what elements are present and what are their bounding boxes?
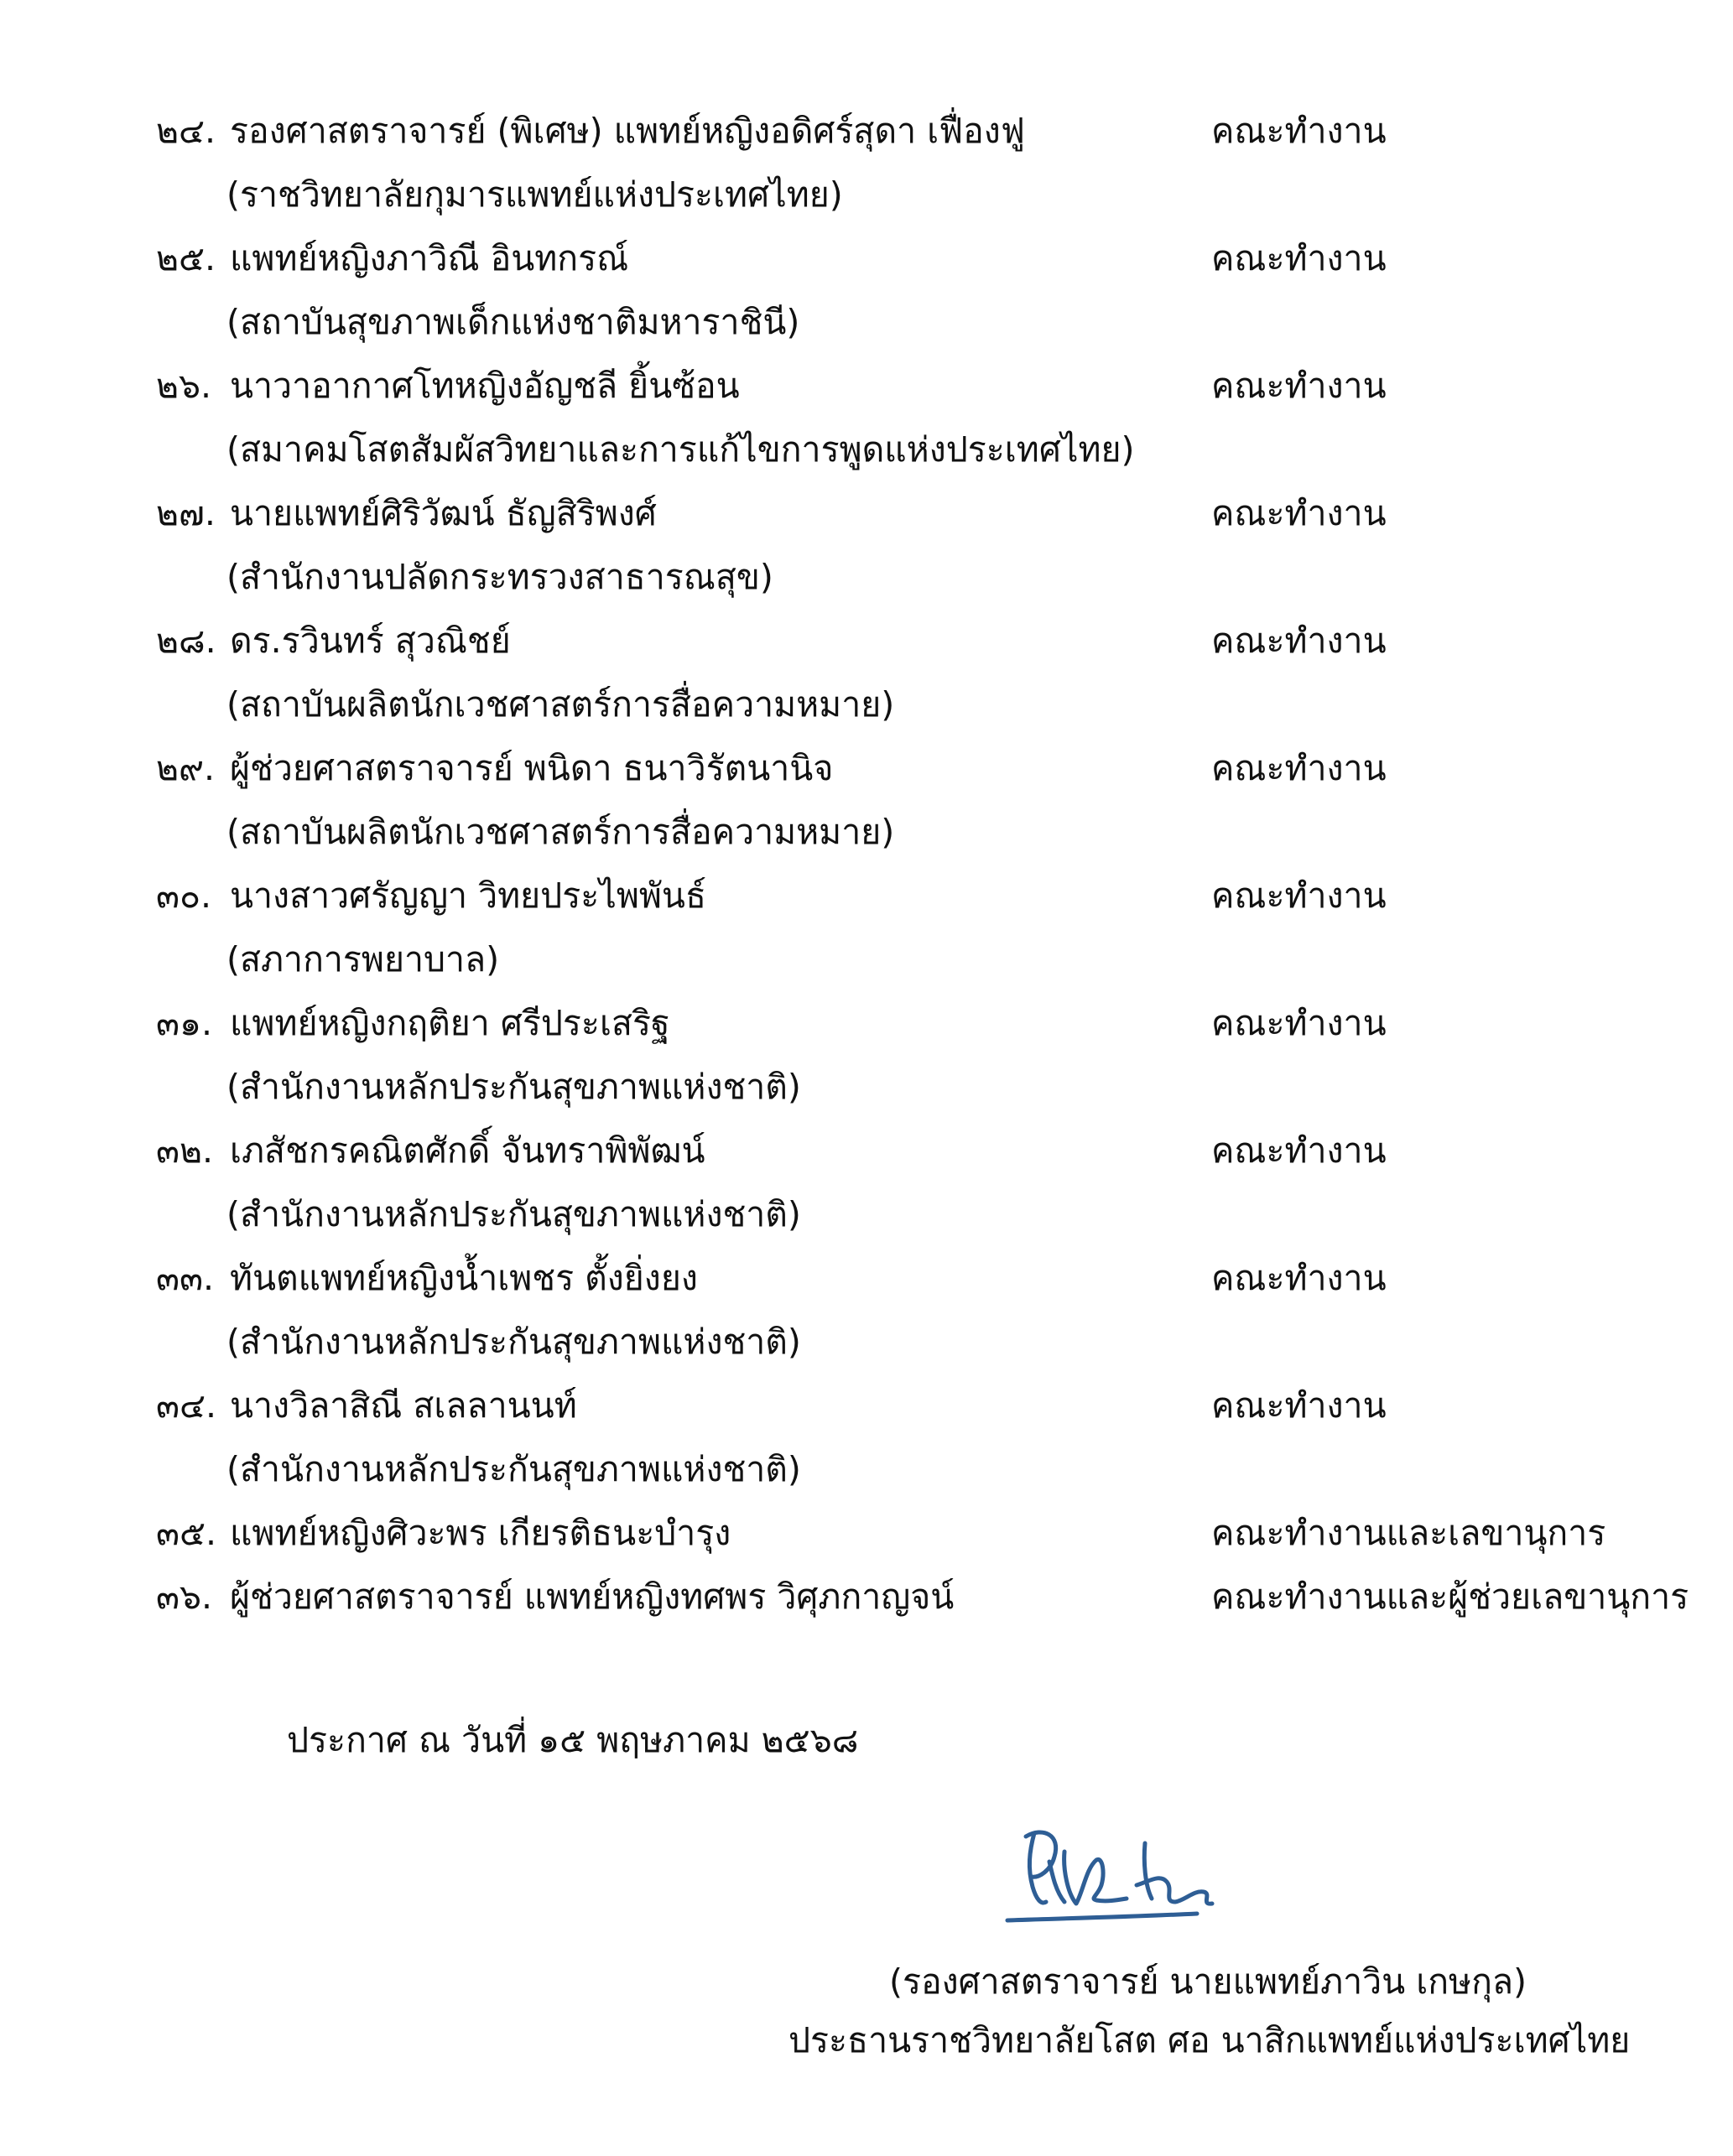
member-name: นางวิลาสิณี สเลลานนท์ — [230, 1385, 577, 1426]
member-role: คณะทำงาน — [1211, 111, 1387, 151]
member-number: ๒๖. — [156, 366, 212, 406]
member-number: ๒๔. — [156, 111, 216, 151]
member-row — [156, 1501, 1716, 1565]
member-number: ๒๘. — [156, 621, 216, 661]
member-role: คณะทำงาน — [1211, 1003, 1387, 1043]
member-name: ดร.รวินทร์ สุวณิชย์ — [230, 621, 511, 661]
member-name: แพทย์หญิงศิวะพร เกียรติธนะบำรุง — [230, 1513, 731, 1553]
member-number: ๒๙. — [156, 748, 216, 788]
handwritten-signature — [1002, 1818, 1237, 1927]
member-number: ๓๖. — [156, 1577, 213, 1617]
member-number: ๓๓. — [156, 1258, 215, 1298]
member-row — [156, 1119, 1716, 1182]
member-number: ๓๕. — [156, 1513, 217, 1553]
member-name: ผู้ช่วยศาสตราจารย์ แพทย์หญิงทศพร วิศุภกาญจน์ — [230, 1577, 955, 1617]
member-name: รองศาสตราจารย์ (พิเศษ) แพทย์หญิงอดิศร์สุดา เฟื่องฟู — [230, 111, 1025, 151]
member-role: คณะทำงาน — [1211, 366, 1387, 406]
member-name: นายแพทย์ศิริวัฒน์ ธัญสิริพงศ์ — [230, 493, 657, 533]
member-organization: (สำนักงานหลักประกันสุขภาพแห่งชาติ) — [226, 1067, 801, 1107]
member-organization: (ราชวิทยาลัยกุมารแพทย์แห่งประเทศไทย) — [226, 174, 843, 215]
member-number: ๒๕. — [156, 238, 216, 278]
signer-block — [788, 1952, 1631, 2070]
member-role: คณะทำงาน — [1211, 1258, 1387, 1298]
member-organization: (สมาคมโสตสัมผัสวิทยาและการแก้ไขการพูดแห่งประเทศไทย) — [226, 429, 1135, 470]
member-role: คณะทำงาน — [1211, 875, 1387, 916]
member-row — [156, 864, 1716, 927]
member-organization: (สำนักงานหลักประกันสุขภาพแห่งชาติ) — [226, 1449, 801, 1489]
member-organization: (สถาบันสุขภาพเด็กแห่งชาติมหาราชินี) — [226, 302, 800, 342]
member-number: ๓๐. — [156, 875, 212, 916]
member-row — [156, 1246, 1716, 1310]
member-organization: (สำนักงานหลักประกันสุขภาพแห่งชาติ) — [226, 1194, 801, 1234]
member-organization: (สถาบันผลิตนักเวชศาสตร์การสื่อความหมาย) — [226, 812, 895, 852]
member-name: แพทย์หญิงภาวิณี อินทกรณ์ — [230, 238, 629, 278]
committee-member-list — [156, 99, 1716, 1629]
member-role: คณะทำงาน — [1211, 748, 1387, 788]
member-role: คณะทำงาน — [1211, 1130, 1387, 1171]
member-name: นาวาอากาศโทหญิงอัญชลี ยิ้นซ้อน — [230, 366, 740, 406]
member-row — [156, 99, 1716, 163]
member-role: คณะทำงานและเลขานุการ — [1211, 1513, 1606, 1553]
member-name: เภสัชกรคณิตศักดิ์ จันทราพิพัฒน์ — [230, 1130, 705, 1171]
member-organization: (สำนักงานปลัดกระทรวงสาธารณสุข) — [226, 557, 773, 597]
member-name: ทันตแพทย์หญิงน้ำเพชร ตั้งยิ่งยง — [230, 1258, 698, 1298]
member-row — [156, 1565, 1716, 1629]
member-name: ผู้ช่วยศาสตราจารย์ พนิดา ธนาวิรัตนานิจ — [230, 748, 834, 788]
member-name: แพทย์หญิงกฤติยา ศรีประเสริฐ — [230, 1003, 670, 1043]
signer-name: (รองศาสตราจารย์ นายแพทย์ภาวิน เกษกุล) — [888, 1961, 1527, 2002]
member-row — [156, 991, 1716, 1055]
member-role: คณะทำงานและผู้ช่วยเลขานุการ — [1211, 1577, 1689, 1617]
member-number: ๒๗. — [156, 493, 216, 533]
member-row — [156, 481, 1716, 545]
member-row — [156, 609, 1716, 673]
member-row — [156, 354, 1716, 418]
member-name: นางสาวศรัญญา วิทยประไพพันธ์ — [230, 875, 706, 916]
member-role: คณะทำงาน — [1211, 621, 1387, 661]
member-role: คณะทำงาน — [1211, 238, 1387, 278]
announcement-date: ประกาศ ณ วันที่ ๑๕ พฤษภาคม ๒๕๖๘ — [287, 1720, 859, 1760]
member-row — [156, 1374, 1716, 1437]
member-row — [156, 736, 1716, 800]
member-organization: (สภาการพยาบาล) — [226, 939, 500, 979]
signer-position: ประธานราชวิทยาลัยโสต ศอ นาสิกแพทย์แห่งประเทศไทย — [788, 2020, 1631, 2060]
member-organization: (สถาบันผลิตนักเวชศาสตร์การสื่อความหมาย) — [226, 684, 895, 725]
member-number: ๓๔. — [156, 1385, 217, 1426]
member-number: ๓๑. — [156, 1003, 213, 1043]
member-row — [156, 226, 1716, 290]
member-role: คณะทำงาน — [1211, 1385, 1387, 1426]
member-number: ๓๒. — [156, 1130, 214, 1171]
member-role: คณะทำงาน — [1211, 493, 1387, 533]
member-organization: (สำนักงานหลักประกันสุขภาพแห่งชาติ) — [226, 1322, 801, 1362]
